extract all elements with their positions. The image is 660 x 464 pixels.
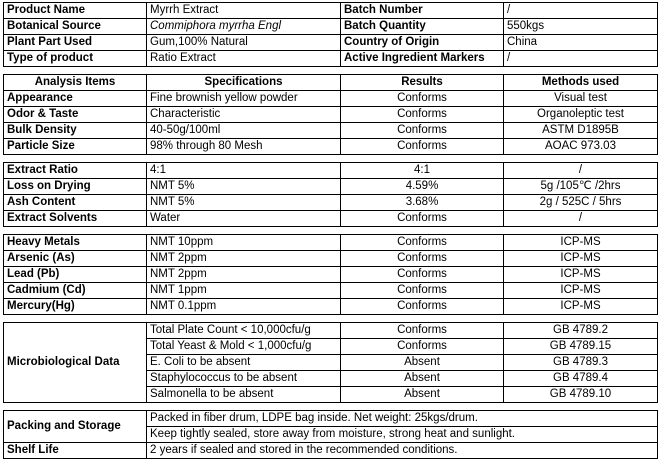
item-name: Mercury(Hg)	[4, 299, 147, 315]
col-methods: Methods used	[504, 75, 658, 91]
spec: E. Coli to be absent	[147, 355, 341, 371]
method: /	[504, 211, 658, 227]
spec: 4:1	[147, 163, 341, 179]
item-name: Lead (Pb)	[4, 267, 147, 283]
botanical-source-value: Commiphora myrrha Engl	[147, 19, 341, 35]
col-specifications: Specifications	[147, 75, 341, 91]
method: ICP-MS	[504, 299, 658, 315]
spec: Characteristic	[147, 107, 341, 123]
spec: Total Yeast & Mold < 1,000cfu/g	[147, 339, 341, 355]
table-row	[4, 91, 658, 107]
table-row	[4, 211, 658, 227]
table-row	[4, 163, 658, 179]
markers-label: Active Ingredient Markers	[341, 51, 504, 67]
item-name: Bulk Density	[4, 123, 147, 139]
method: ICP-MS	[504, 251, 658, 267]
method: 2g / 525C / 5hrs	[504, 195, 658, 211]
method: GB 4789.3	[504, 355, 658, 371]
spec: NMT 2ppm	[147, 251, 341, 267]
method: ASTM D1895B	[504, 123, 658, 139]
spec: 98% through 80 Mesh	[147, 139, 341, 155]
type-label: Type of product	[4, 51, 147, 67]
product-row	[4, 3, 658, 19]
method: GB 4789.4	[504, 371, 658, 387]
method: GB 4789.2	[504, 323, 658, 339]
plant-part-value: Gum,100% Natural	[147, 35, 341, 51]
result: Conforms	[341, 91, 504, 107]
table-row	[4, 299, 658, 315]
table-row	[4, 283, 658, 299]
result: Absent	[341, 371, 504, 387]
batch-number-value: /	[504, 3, 658, 19]
result: Conforms	[341, 339, 504, 355]
item-name: Arsenic (As)	[4, 251, 147, 267]
product-name-label: Product Name	[4, 3, 147, 19]
result: Conforms	[341, 267, 504, 283]
spec: Water	[147, 211, 341, 227]
result: 4:1	[341, 163, 504, 179]
spec: NMT 0.1ppm	[147, 299, 341, 315]
method: /	[504, 163, 658, 179]
packing-table	[3, 410, 658, 459]
micro-label: Microbiological Data	[4, 323, 147, 403]
spec: Salmonella to be absent	[147, 387, 341, 403]
spec: Total Plate Count < 10,000cfu/g	[147, 323, 341, 339]
table-row	[4, 179, 658, 195]
spec: NMT 5%	[147, 195, 341, 211]
column-header-row	[4, 75, 658, 91]
result: Conforms	[341, 211, 504, 227]
item-name: Particle Size	[4, 139, 147, 155]
product-info-table	[3, 2, 658, 67]
country-label: Country of Origin	[341, 35, 504, 51]
product-name-value: Myrrh Extract	[147, 3, 341, 19]
botanical-source-label: Botanical Source	[4, 19, 147, 35]
table-row	[4, 107, 658, 123]
microbiological-table	[3, 322, 658, 403]
method: AOAC 973.03	[504, 139, 658, 155]
country-value: China	[504, 35, 658, 51]
result: Absent	[341, 387, 504, 403]
table-row	[4, 323, 658, 339]
batch-number-label: Batch Number	[341, 3, 504, 19]
method: ICP-MS	[504, 267, 658, 283]
table-row	[4, 235, 658, 251]
botanical-row	[4, 19, 658, 35]
heavy-metals-table	[3, 234, 658, 315]
table-row	[4, 443, 658, 459]
col-results: Results	[341, 75, 504, 91]
method: 5g /105℃ /2hrs	[504, 179, 658, 195]
spec: NMT 5%	[147, 179, 341, 195]
method: Organoleptic test	[504, 107, 658, 123]
item-name: Odor & Taste	[4, 107, 147, 123]
shelf-life-value: 2 years if sealed and stored in the recommended conditions.	[147, 443, 658, 459]
result: Conforms	[341, 107, 504, 123]
packing-line-2: Keep tightly sealed, store away from moisture, strong heat and sunlight.	[147, 427, 658, 443]
result: 4.59%	[341, 179, 504, 195]
item-name: Extract Solvents	[4, 211, 147, 227]
item-name: Appearance	[4, 91, 147, 107]
table-row	[4, 195, 658, 211]
result: Conforms	[341, 283, 504, 299]
item-name: Extract Ratio	[4, 163, 147, 179]
method: Visual test	[504, 91, 658, 107]
method: ICP-MS	[504, 235, 658, 251]
spec: 40-50g/100ml	[147, 123, 341, 139]
type-value: Ratio Extract	[147, 51, 341, 67]
table-row	[4, 139, 658, 155]
spec: NMT 2ppm	[147, 267, 341, 283]
shelf-life-label: Shelf Life	[4, 443, 147, 459]
extract-table	[3, 162, 658, 227]
packing-label: Packing and Storage	[4, 411, 147, 443]
spec: NMT 1ppm	[147, 283, 341, 299]
item-name: Cadmium (Cd)	[4, 283, 147, 299]
result: 3.68%	[341, 195, 504, 211]
result: Absent	[341, 355, 504, 371]
result: Conforms	[341, 251, 504, 267]
result: Conforms	[341, 323, 504, 339]
plant-part-label: Plant Part Used	[4, 35, 147, 51]
markers-value: /	[504, 51, 658, 67]
table-row	[4, 123, 658, 139]
col-analysis-items: Analysis Items	[4, 75, 147, 91]
packing-line-1: Packed in fiber drum, LDPE bag inside. Net weight: 25kgs/drum.	[147, 411, 658, 427]
table-row	[4, 267, 658, 283]
method: ICP-MS	[504, 283, 658, 299]
spec: Fine brownish yellow powder	[147, 91, 341, 107]
method: GB 4789.10	[504, 387, 658, 403]
batch-quantity-label: Batch Quantity	[341, 19, 504, 35]
item-name: Heavy Metals	[4, 235, 147, 251]
item-name: Loss on Drying	[4, 179, 147, 195]
result: Conforms	[341, 123, 504, 139]
batch-quantity-value: 550kgs	[504, 19, 658, 35]
plant-part-row	[4, 35, 658, 51]
table-row	[4, 251, 658, 267]
spec: NMT 10ppm	[147, 235, 341, 251]
method: GB 4789.15	[504, 339, 658, 355]
type-row	[4, 51, 658, 67]
physical-table	[3, 74, 658, 155]
item-name: Ash Content	[4, 195, 147, 211]
result: Conforms	[341, 299, 504, 315]
result: Conforms	[341, 139, 504, 155]
spec: Staphylococcus to be absent	[147, 371, 341, 387]
result: Conforms	[341, 235, 504, 251]
table-row	[4, 411, 658, 427]
